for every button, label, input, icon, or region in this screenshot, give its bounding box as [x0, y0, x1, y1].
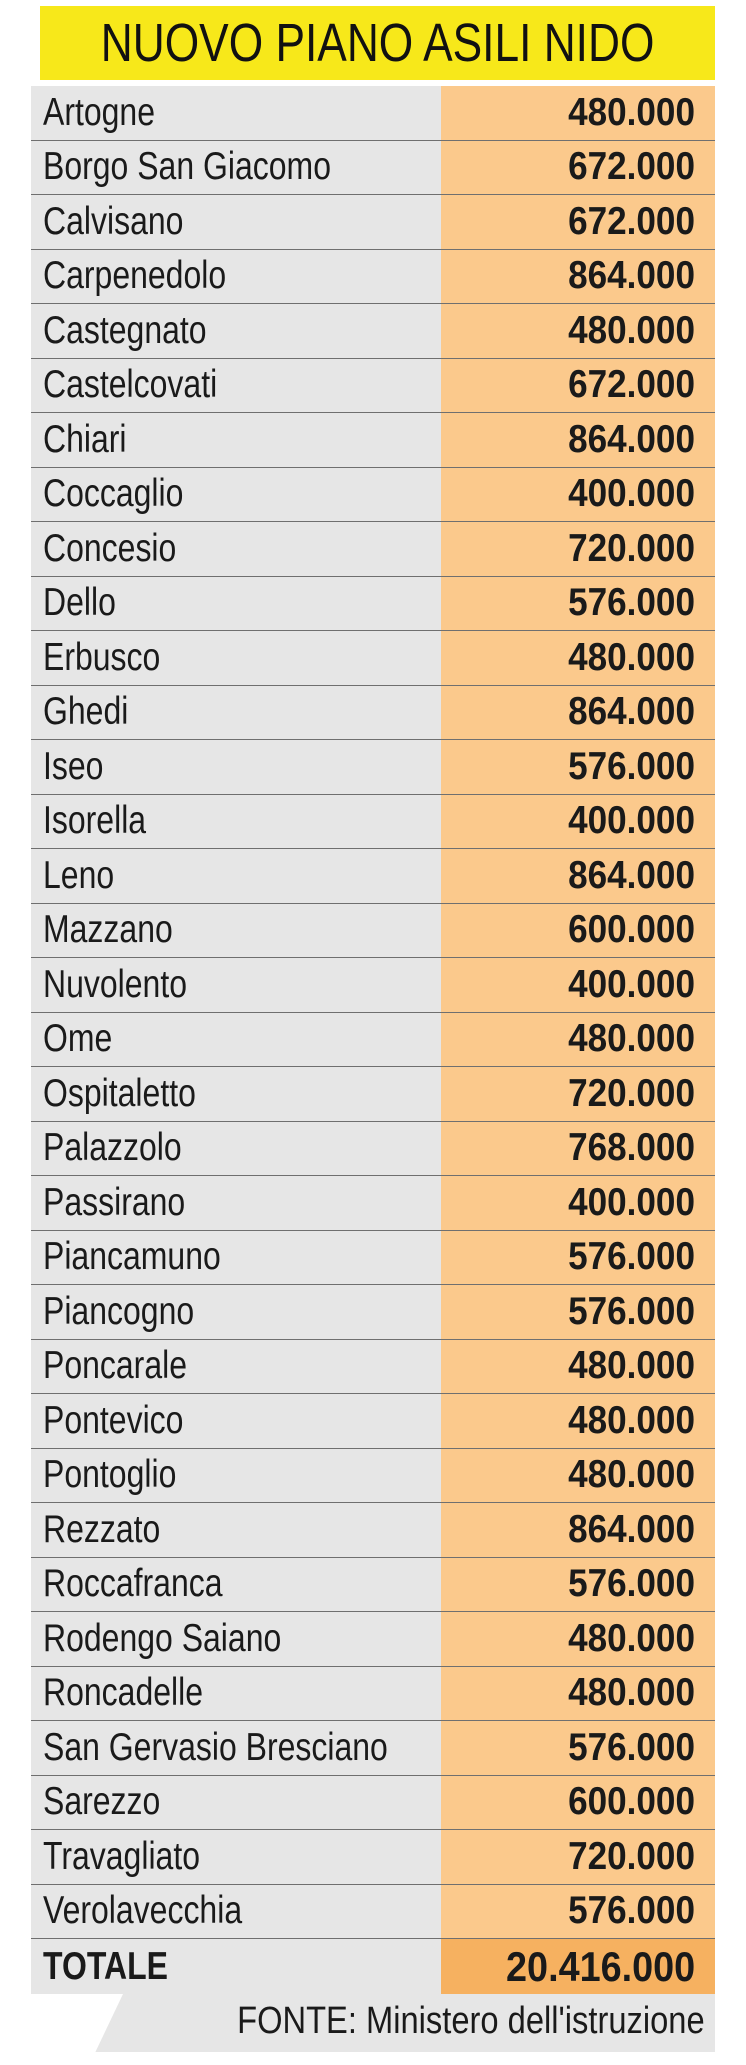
- row-value: 864.000: [568, 1507, 695, 1551]
- row-name-cell: [31, 904, 441, 958]
- row-name-cell: [31, 250, 441, 304]
- row-name-cell: [31, 1285, 441, 1339]
- row-name: Borgo San Giacomo: [43, 145, 331, 189]
- row-name: Piancogno: [43, 1289, 195, 1333]
- row-name: Artogne: [43, 90, 156, 134]
- table-row: [31, 1449, 715, 1504]
- row-name: Pontoglio: [43, 1453, 177, 1497]
- row-value-cell: [441, 1776, 715, 1830]
- total-label: TOTALE: [43, 1945, 168, 1988]
- row-name: Roccafranca: [43, 1562, 223, 1606]
- row-name-cell: [31, 1885, 441, 1939]
- row-value: 480.000: [568, 1616, 695, 1660]
- table-row: [31, 958, 715, 1013]
- table-row: [31, 849, 715, 904]
- row-name: Carpenedolo: [43, 254, 227, 298]
- row-value: 576.000: [568, 744, 695, 788]
- row-name: Isorella: [43, 799, 147, 843]
- source-note: FONTE: Ministero dell'istruzione: [237, 2000, 705, 2042]
- table-row: [31, 304, 715, 359]
- row-name: Mazzano: [43, 908, 173, 952]
- row-value: 576.000: [568, 581, 695, 625]
- row-name-cell: [31, 1558, 441, 1612]
- table-row: [31, 1885, 715, 1940]
- row-value: 672.000: [568, 145, 695, 189]
- row-value: 672.000: [568, 363, 695, 407]
- row-value-cell: [441, 1667, 715, 1721]
- row-name-cell: [31, 195, 441, 249]
- table-row: [31, 359, 715, 414]
- row-value-cell: [441, 1558, 715, 1612]
- table-row: [31, 522, 715, 577]
- row-value-cell: [441, 1449, 715, 1503]
- row-name-cell: [31, 849, 441, 903]
- row-value-cell: [441, 577, 715, 631]
- row-name-cell: [31, 468, 441, 522]
- row-name: Verolavecchia: [43, 1889, 243, 1933]
- row-name: Erbusco: [43, 635, 161, 679]
- row-name: Ospitaletto: [43, 1071, 196, 1115]
- row-name: Calvisano: [43, 199, 184, 243]
- total-row: [31, 1939, 715, 1995]
- row-value-cell: [441, 413, 715, 467]
- row-name-cell: [31, 522, 441, 576]
- row-name: San Gervasio Bresciano: [43, 1725, 388, 1769]
- table-row: [31, 1830, 715, 1885]
- row-value: 576.000: [568, 1235, 695, 1279]
- row-value-cell: [441, 195, 715, 249]
- row-name: Ome: [43, 1017, 113, 1061]
- table-row: [31, 1612, 715, 1667]
- row-value: 768.000: [568, 1126, 695, 1170]
- row-name-cell: [31, 1067, 441, 1121]
- row-name-cell: [31, 1013, 441, 1067]
- row-value: 864.000: [568, 690, 695, 734]
- row-name: Nuvolento: [43, 962, 188, 1006]
- row-value-cell: [441, 1176, 715, 1230]
- row-value-cell: [441, 1503, 715, 1557]
- row-value-cell: [441, 1612, 715, 1666]
- source-bar: [31, 1994, 715, 2052]
- row-value: 576.000: [568, 1562, 695, 1606]
- row-name-cell: [31, 141, 441, 195]
- table-row: [31, 250, 715, 305]
- table-row: [31, 86, 715, 141]
- row-value: 480.000: [568, 1398, 695, 1442]
- row-name-cell: [31, 413, 441, 467]
- row-value-cell: [441, 1340, 715, 1394]
- row-name: Concesio: [43, 526, 177, 570]
- row-value: 480.000: [568, 1671, 695, 1715]
- row-name-cell: [31, 1449, 441, 1503]
- table-row: [31, 904, 715, 959]
- row-value-cell: [441, 904, 715, 958]
- table-row: [31, 1231, 715, 1286]
- row-value: 720.000: [568, 1834, 695, 1878]
- table-row: [31, 740, 715, 795]
- row-value-cell: [441, 740, 715, 794]
- row-value-cell: [441, 1285, 715, 1339]
- row-name: Poncarale: [43, 1344, 188, 1388]
- row-name-cell: [31, 1612, 441, 1666]
- row-name-cell: [31, 1776, 441, 1830]
- table-row: [31, 413, 715, 468]
- row-value-cell: [441, 359, 715, 413]
- row-value: 400.000: [568, 799, 695, 843]
- row-name-cell: [31, 1231, 441, 1285]
- row-name: Travagliato: [43, 1834, 201, 1878]
- row-value-cell: [441, 686, 715, 740]
- row-value: 480.000: [568, 308, 695, 352]
- row-value-cell: [441, 468, 715, 522]
- table-row: [31, 1394, 715, 1449]
- row-name-cell: [31, 795, 441, 849]
- row-value: 480.000: [568, 635, 695, 679]
- row-value: 720.000: [568, 1071, 695, 1115]
- row-name: Sarezzo: [43, 1780, 161, 1824]
- total-value-cell: [441, 1939, 715, 1995]
- table-row: [31, 141, 715, 196]
- row-name-cell: [31, 304, 441, 358]
- row-name: Castegnato: [43, 308, 207, 352]
- row-value: 480.000: [568, 90, 695, 134]
- row-name: Castelcovati: [43, 363, 218, 407]
- row-value: 576.000: [568, 1289, 695, 1333]
- row-value-cell: [441, 1830, 715, 1884]
- row-value-cell: [441, 250, 715, 304]
- row-name-cell: [31, 1667, 441, 1721]
- row-value: 864.000: [568, 853, 695, 897]
- table-row: [31, 1176, 715, 1231]
- row-name: Coccaglio: [43, 472, 184, 516]
- row-name-cell: [31, 1340, 441, 1394]
- row-value-cell: [441, 1122, 715, 1176]
- table-row: [31, 631, 715, 686]
- row-value-cell: [441, 1394, 715, 1448]
- table-row: [31, 1122, 715, 1177]
- row-value: 864.000: [568, 417, 695, 461]
- row-name-cell: [31, 1721, 441, 1775]
- row-value: 864.000: [568, 254, 695, 298]
- row-value: 576.000: [568, 1725, 695, 1769]
- row-value: 600.000: [568, 1780, 695, 1824]
- row-name: Passirano: [43, 1180, 186, 1224]
- row-value-cell: [441, 795, 715, 849]
- row-name: Iseo: [43, 744, 104, 788]
- row-value: 672.000: [568, 199, 695, 243]
- row-name-cell: [31, 1830, 441, 1884]
- row-value-cell: [441, 958, 715, 1012]
- row-value-cell: [441, 631, 715, 685]
- table-row: [31, 577, 715, 632]
- row-value: 480.000: [568, 1017, 695, 1061]
- row-name-cell: [31, 1176, 441, 1230]
- table-row: [31, 1558, 715, 1613]
- title-banner: [40, 6, 715, 80]
- row-value: 600.000: [568, 908, 695, 952]
- row-name: Pontevico: [43, 1398, 184, 1442]
- row-value: 480.000: [568, 1453, 695, 1497]
- row-value: 480.000: [568, 1344, 695, 1388]
- table-row: [31, 1503, 715, 1558]
- table-row: [31, 1667, 715, 1722]
- row-name-cell: [31, 1394, 441, 1448]
- total-label-cell: [31, 1939, 441, 1995]
- row-name: Dello: [43, 581, 116, 625]
- table-row: [31, 1013, 715, 1068]
- total-value: 20.416.000: [505, 1943, 695, 1990]
- row-name-cell: [31, 86, 441, 140]
- data-table: [31, 86, 715, 1995]
- table-row: [31, 1067, 715, 1122]
- table-row: [31, 195, 715, 250]
- row-name: Palazzolo: [43, 1126, 182, 1170]
- row-value-cell: [441, 141, 715, 195]
- row-name: Piancamuno: [43, 1235, 221, 1279]
- row-value-cell: [441, 1721, 715, 1775]
- row-value-cell: [441, 86, 715, 140]
- row-value-cell: [441, 304, 715, 358]
- table-row: [31, 795, 715, 850]
- row-name: Rezzato: [43, 1507, 161, 1551]
- row-value-cell: [441, 849, 715, 903]
- row-value: 400.000: [568, 472, 695, 516]
- row-value: 576.000: [568, 1889, 695, 1933]
- row-value-cell: [441, 1013, 715, 1067]
- row-value: 400.000: [568, 1180, 695, 1224]
- row-name-cell: [31, 740, 441, 794]
- row-value-cell: [441, 522, 715, 576]
- row-value-cell: [441, 1067, 715, 1121]
- row-value-cell: [441, 1885, 715, 1939]
- row-name: Rodengo Saiano: [43, 1616, 282, 1660]
- row-name-cell: [31, 1503, 441, 1557]
- row-name: Leno: [43, 853, 115, 897]
- row-value: 720.000: [568, 526, 695, 570]
- row-name-cell: [31, 577, 441, 631]
- chart-title: NUOVO PIANO ASILI NIDO: [100, 13, 655, 73]
- table-row: [31, 1776, 715, 1831]
- table-row: [31, 468, 715, 523]
- row-name: Chiari: [43, 417, 127, 461]
- source-notch: [31, 1994, 123, 2052]
- table-row: [31, 1721, 715, 1776]
- row-name-cell: [31, 359, 441, 413]
- row-name-cell: [31, 1122, 441, 1176]
- row-name-cell: [31, 686, 441, 740]
- table-row: [31, 1285, 715, 1340]
- table-row: [31, 686, 715, 741]
- row-name: Ghedi: [43, 690, 129, 734]
- row-name-cell: [31, 958, 441, 1012]
- row-value: 400.000: [568, 962, 695, 1006]
- row-value-cell: [441, 1231, 715, 1285]
- table-row: [31, 1340, 715, 1395]
- row-name: Roncadelle: [43, 1671, 204, 1715]
- row-name-cell: [31, 631, 441, 685]
